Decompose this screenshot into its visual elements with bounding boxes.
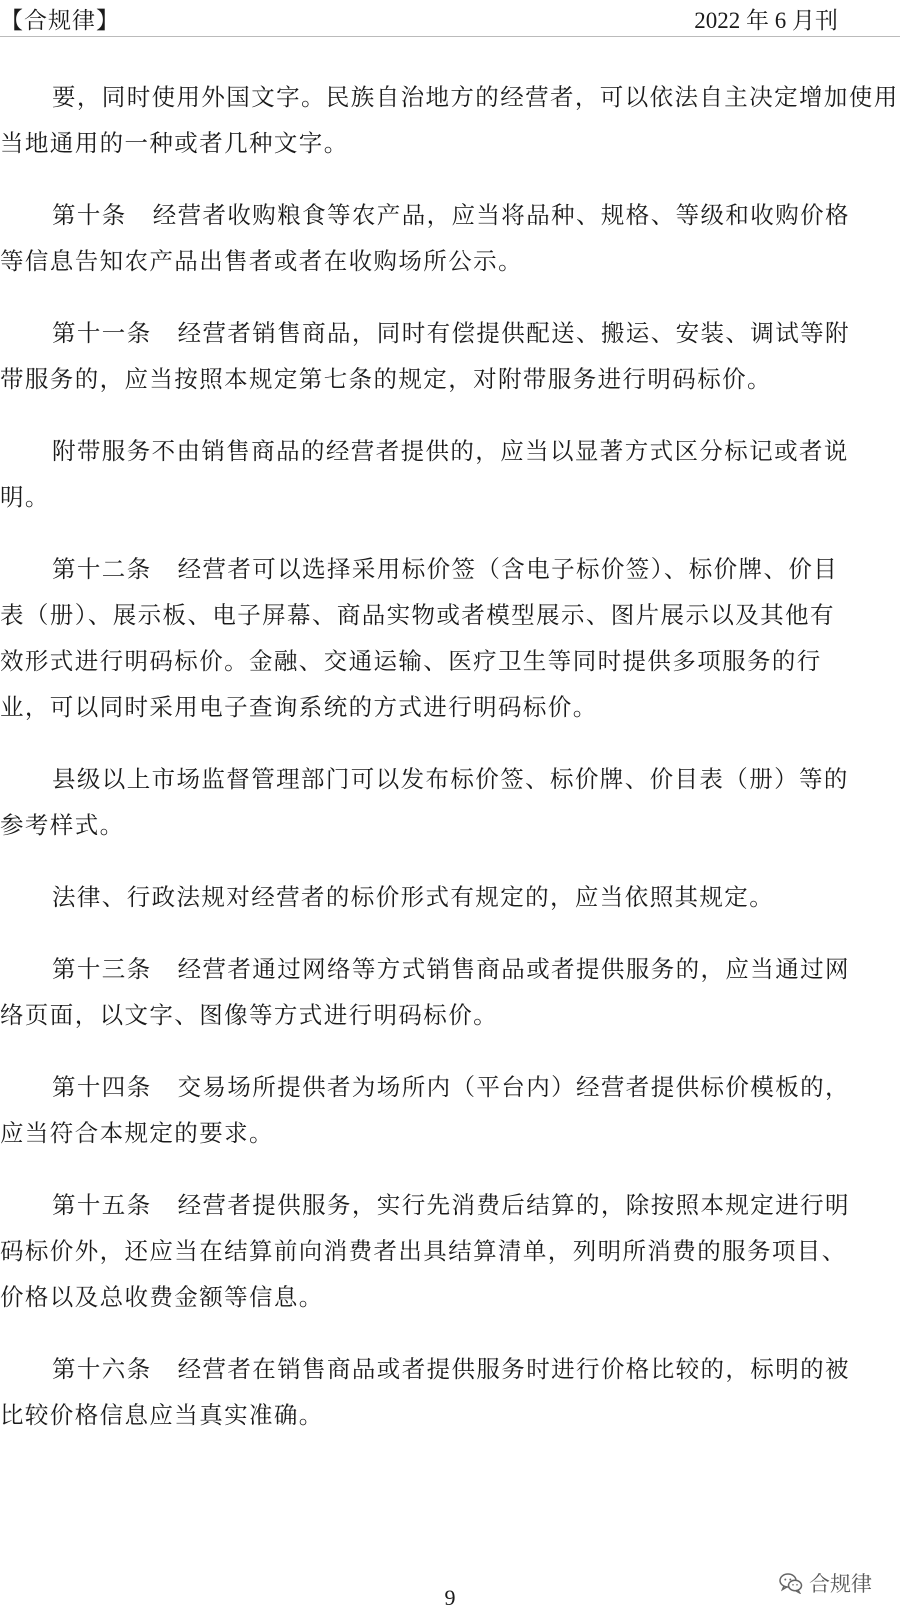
article-text: 交易场所提供者为场所内（平台内）经营者提供标价模板的， bbox=[177, 1073, 850, 1101]
article-number: 第十六条 bbox=[52, 1355, 152, 1383]
article-number: 第十五条 bbox=[52, 1191, 152, 1219]
article-number: 第十条 bbox=[52, 201, 127, 229]
body-paragraph bbox=[0, 428, 900, 520]
text-line: 县级以上市场监督管理部门可以发布标价签、标价牌、价目表（册）等的 bbox=[52, 765, 849, 793]
issue-date: 2022 年 6 月刊 bbox=[694, 8, 838, 33]
article-text: 经营者提供服务，实行先消费后结算的，除按照本规定进行明 bbox=[177, 1191, 850, 1219]
text-line: 络页面，以文字、图像等方式进行明码标价。 bbox=[0, 1001, 498, 1029]
publication-name: 【合规律】 bbox=[0, 8, 120, 34]
text-line: 参考样式。 bbox=[0, 811, 125, 839]
article-text: 经营者在销售商品或者提供服务时进行价格比较的，标明的被 bbox=[177, 1355, 850, 1383]
article-paragraph bbox=[0, 946, 900, 1038]
document-body bbox=[0, 74, 900, 1464]
article-paragraph bbox=[0, 192, 900, 284]
article-paragraph bbox=[0, 1346, 900, 1438]
text-line bbox=[0, 546, 900, 592]
text-line: 码标价外，还应当在结算前向消费者出具结算清单，列明所消费的服务项目、 bbox=[0, 1237, 847, 1265]
article-number: 第十二条 bbox=[52, 555, 152, 583]
text-line: 业，可以同时采用电子查询系统的方式进行明码标价。 bbox=[0, 693, 598, 721]
header-divider bbox=[0, 36, 900, 37]
body-paragraph bbox=[0, 74, 900, 166]
text-line bbox=[0, 310, 900, 356]
text-line bbox=[0, 946, 900, 992]
text-line: 等信息告知农产品出售者或者在收购场所公示。 bbox=[0, 247, 523, 275]
text-line: 比较价格信息应当真实准确。 bbox=[0, 1401, 324, 1429]
text-line: 价格以及总收费金额等信息。 bbox=[0, 1283, 324, 1311]
text-line: 法律、行政法规对经营者的标价形式有规定的，应当依照其规定。 bbox=[52, 883, 775, 911]
article-text: 经营者收购粮食等农产品，应当将品种、规格、等级和收购价格 bbox=[152, 201, 850, 229]
page-header bbox=[0, 0, 900, 38]
text-line: 带服务的，应当按照本规定第七条的规定，对附带服务进行明码标价。 bbox=[0, 365, 772, 393]
text-line: 要，同时使用外国文字。民族自治地方的经营者，可以依法自主决定增加使用 bbox=[52, 83, 899, 111]
text-line: 效形式进行明码标价。金融、交通运输、医疗卫生等同时提供多项服务的行 bbox=[0, 647, 822, 675]
body-paragraph bbox=[0, 874, 900, 920]
text-line: 应当符合本规定的要求。 bbox=[0, 1119, 274, 1147]
body-paragraph bbox=[0, 756, 900, 848]
text-line: 附带服务不由销售商品的经营者提供的，应当以显著方式区分标记或者说 bbox=[52, 437, 849, 465]
wechat-icon bbox=[779, 1572, 803, 1594]
article-paragraph bbox=[0, 1182, 900, 1320]
page-number: 9 bbox=[444, 1585, 456, 1610]
article-text: 经营者可以选择采用标价签（含电子标价签）、标价牌、价目 bbox=[177, 555, 839, 583]
article-text: 经营者通过网络等方式销售商品或者提供服务的，应当通过网 bbox=[177, 955, 850, 983]
text-line bbox=[0, 192, 900, 238]
watermark bbox=[779, 1568, 872, 1598]
text-line bbox=[0, 1182, 900, 1228]
text-line bbox=[0, 1346, 900, 1392]
text-line: 明。 bbox=[0, 483, 50, 511]
text-line bbox=[0, 1064, 900, 1110]
article-number: 第十三条 bbox=[52, 955, 152, 983]
text-line: 当地通用的一种或者几种文字。 bbox=[0, 129, 349, 157]
article-paragraph bbox=[0, 546, 900, 730]
article-number: 第十四条 bbox=[52, 1073, 152, 1101]
article-paragraph bbox=[0, 310, 900, 402]
text-line: 表（册）、展示板、电子屏幕、商品实物或者模型展示、图片展示以及其他有 bbox=[0, 601, 835, 629]
article-paragraph bbox=[0, 1064, 900, 1156]
article-number: 第十一条 bbox=[52, 319, 152, 347]
watermark-label: 合规律 bbox=[809, 1572, 872, 1596]
article-text: 经营者销售商品，同时有偿提供配送、搬运、安装、调试等附 bbox=[177, 319, 850, 347]
